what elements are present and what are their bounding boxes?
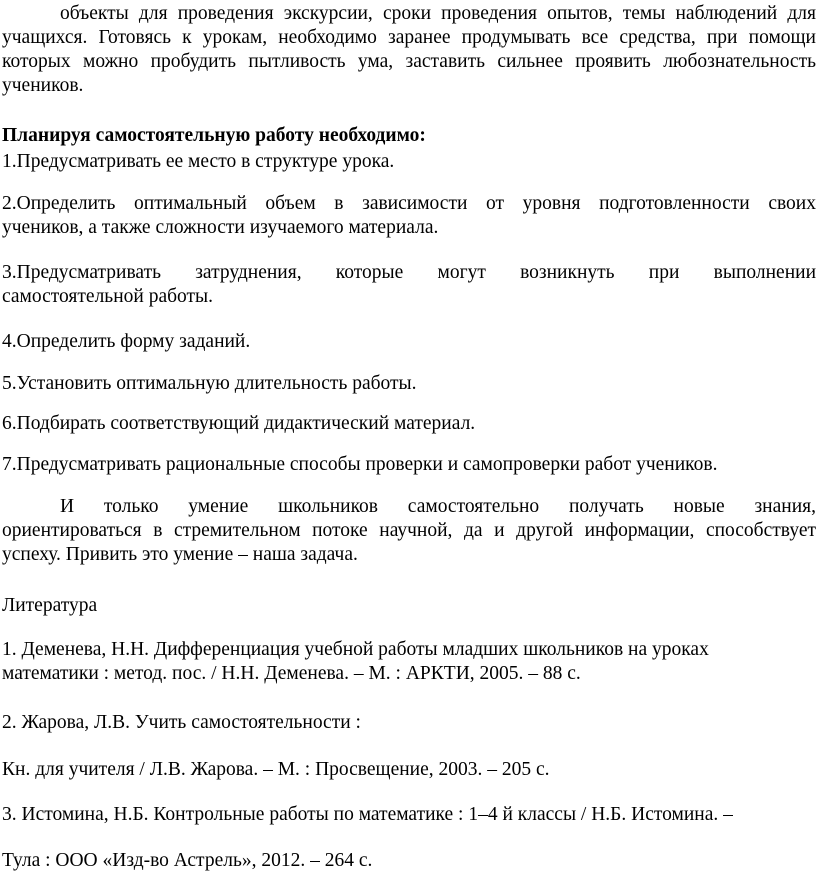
- reference-text: математики : метод. пос. / Н.Н. Деменева. – М. : АРКТИ, 2005. – 88 с.: [2, 663, 581, 684]
- reference-text: 3. Истомина, Н.Б. Контрольные работы по математике : 1–4 й классы / Н.Б. Истомина. –: [2, 804, 733, 825]
- intro-line: которых можно пробудить пытливость ума, заставить сильнее проявить любознательность: [2, 51, 816, 72]
- list-item-text: 3.Предусматривать затруднения, которые могут возникнуть при выполнении: [2, 262, 816, 283]
- list-item-text: 1.Предусматривать ее место в структуре урока.: [2, 151, 395, 172]
- reference-item: [2, 803, 816, 827]
- list-item-text: учеников, а также сложности изучаемого материала.: [2, 217, 439, 238]
- reference-item: [2, 758, 816, 782]
- list-item-text: 2.Определить оптимальный объем в зависимости от уровня подготовленности своих: [2, 193, 816, 214]
- list-item: [2, 372, 816, 396]
- reference-item: [2, 638, 816, 686]
- conclusion-paragraph: [2, 495, 816, 567]
- reference-text: 2. Жарова, Л.В. Учить самостоятельности :: [2, 712, 361, 733]
- list-item-text: 4.Определить форму заданий.: [2, 331, 251, 352]
- list-item-text: самостоятельной работы.: [2, 286, 214, 307]
- list-item: [2, 150, 816, 174]
- conclusion-line: И только умение школьников самостоятельно получать новые знания,: [60, 496, 816, 517]
- list-item: [2, 453, 816, 477]
- list-item-text: 7.Предусматривать рациональные способы проверки и самопроверки работ учеников.: [2, 454, 718, 475]
- intro-paragraph: [2, 2, 816, 98]
- reference-text: Кн. для учителя / Л.В. Жарова. – М. : Просвещение, 2003. – 205 с.: [2, 759, 550, 780]
- section-heading: Планируя самостоятельную работу необходимо:: [2, 125, 426, 146]
- conclusion-line: успеху. Привить это умение – наша задача.: [2, 544, 358, 565]
- intro-line: учащихся. Готовясь к урокам, необходимо заранее продумывать все средства, при помощи: [2, 27, 816, 48]
- list-item: [2, 412, 816, 436]
- list-item: [2, 261, 816, 309]
- literature-heading: Литература: [2, 595, 98, 616]
- intro-line: объекты для проведения экскурсии, сроки проведения опытов, темы наблюдений для: [60, 3, 816, 24]
- conclusion-line: ориентироваться в стремительном потоке научной, да и другой информации, способствует: [2, 520, 816, 541]
- list-item: [2, 330, 816, 354]
- reference-text: Тула : ООО «Изд-во Астрель», 2012. – 264 с.: [2, 850, 373, 871]
- list-item-text: 5.Установить оптимальную длительность работы.: [2, 373, 417, 394]
- list-item: [2, 192, 816, 240]
- reference-item: [2, 849, 816, 873]
- list-item-text: 6.Подбирать соответствующий дидактический материал.: [2, 413, 476, 434]
- reference-item: [2, 711, 816, 735]
- intro-line: учеников.: [2, 75, 84, 96]
- reference-text: 1. Деменева, Н.Н. Дифференциация учебной работы младших школьников на уроках: [2, 639, 709, 660]
